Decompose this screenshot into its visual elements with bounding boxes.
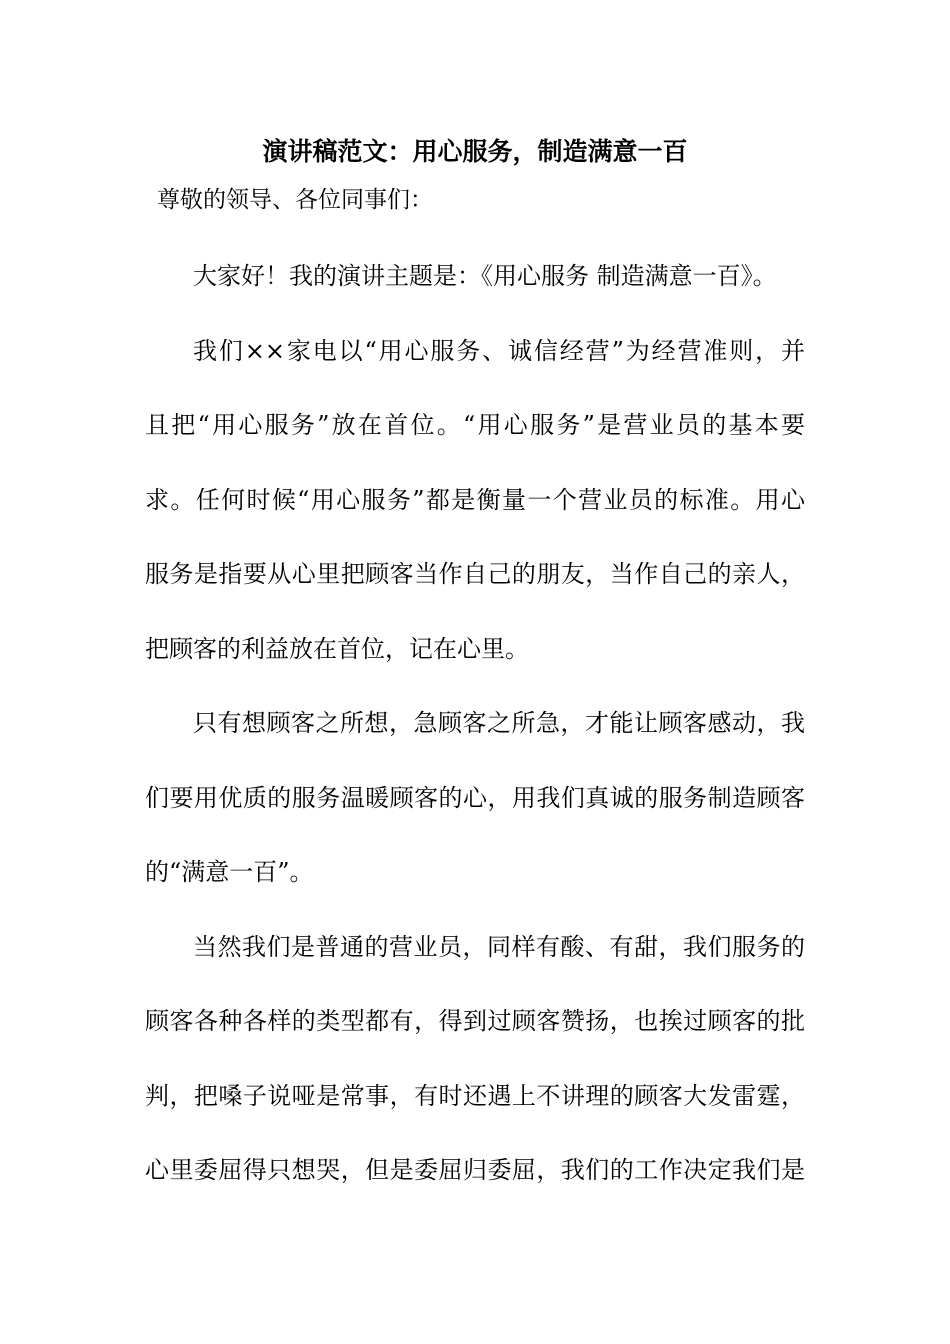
paragraph-line: 且把“用心服务”放在首位。“用心服务”是营业员的基本要 [145, 411, 805, 439]
paragraph-line: 大家好！我的演讲主题是：《用心服务 制造满意一百》。 [193, 262, 777, 290]
paragraph-line: 服务是指要从心里把顾客当作自己的朋友，当作自己的亲人， [145, 560, 805, 588]
salutation: 尊敬的领导、各位同事们： [157, 187, 433, 213]
document-title: 演讲稿范文：用心服务，制造满意一百 [262, 137, 688, 166]
paragraph-line: 判，把嗓子说哑是常事，有时还遇上不讲理的顾客大发雷霆， [145, 1082, 805, 1110]
paragraph-line: 们要用优质的服务温暖顾客的心，用我们真诚的服务制造顾客 [145, 784, 805, 812]
paragraph-line: 当然我们是普通的营业员，同样有酸、有甜，我们服务的 [193, 933, 805, 961]
paragraph-line: 顾客各种各样的类型都有，得到过顾客赞扬，也挨过顾客的批 [145, 1007, 805, 1035]
paragraph-line: 把顾客的利益放在首位，记在心里。 [145, 635, 529, 663]
paragraph-line: 的“满意一百”。 [145, 858, 314, 886]
paragraph-line: 心里委屈得只想哭，但是委屈归委屈，我们的工作决定我们是 [145, 1156, 805, 1184]
paragraph-line: 我们××家电以“用心服务、诚信经营”为经营准则，并 [193, 337, 805, 365]
paragraph-line: 只有想顾客之所想，急顾客之所急，才能让顾客感动，我 [193, 709, 805, 737]
paragraph-line: 求。任何时候“用心服务”都是衡量一个营业员的标准。用心 [145, 486, 805, 514]
